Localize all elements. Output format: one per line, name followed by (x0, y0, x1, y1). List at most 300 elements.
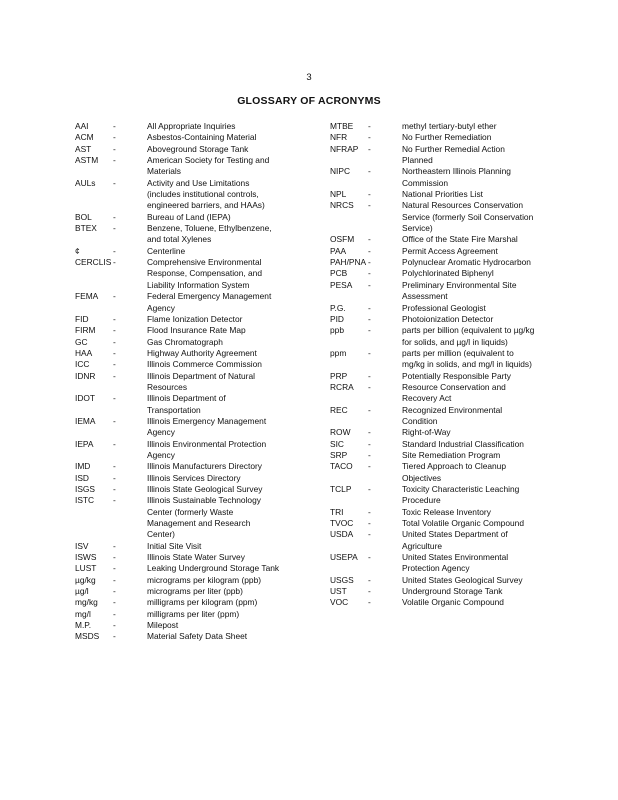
definition-line: Office of the State Fire Marshal (402, 234, 518, 245)
separator-dash: - (113, 359, 116, 370)
glossary-entry (330, 257, 580, 268)
acronym: mg/l (75, 608, 91, 619)
separator-dash: - (368, 552, 371, 563)
glossary-entry (75, 609, 315, 620)
definition-line: Transportation (147, 404, 201, 415)
definition (402, 144, 580, 167)
glossary-entry (330, 325, 580, 348)
separator-dash: - (368, 121, 371, 131)
definition-line: Centerline (147, 245, 186, 256)
acronym: ISV (75, 540, 89, 551)
definition (147, 371, 315, 394)
definition-line: Agency (147, 449, 175, 460)
acronym: USEPA (330, 552, 358, 563)
glossary-entry (330, 246, 580, 257)
glossary-entry (330, 518, 580, 529)
definition-line: micrograms per kilogram (ppb) (147, 574, 262, 585)
definition-line: Benzene, Toluene, Ethylbenzene, (147, 223, 272, 234)
definition (147, 314, 315, 325)
definition-line: Highway Authority Agreement (147, 347, 257, 358)
glossary-entry (330, 450, 580, 461)
definition-line: Planned (402, 155, 433, 166)
definition-line: Photoionization Detector (402, 313, 494, 324)
acronym: VOC (330, 597, 349, 608)
acronym: IEMA (75, 415, 96, 426)
glossary-entry (330, 189, 580, 200)
definition-line: micrograms per liter (ppb) (147, 586, 243, 597)
acronym: TRI (330, 506, 344, 517)
definition (402, 575, 580, 586)
glossary-entry (75, 597, 315, 608)
acronym: AULs (75, 177, 96, 188)
definition (147, 393, 315, 416)
definition (402, 461, 580, 484)
definition-line: Agency (147, 427, 175, 438)
glossary-entry (330, 132, 580, 143)
separator-dash: - (368, 302, 371, 313)
definition-line: Federal Emergency Management (147, 291, 272, 302)
glossary-entry (75, 495, 315, 540)
separator-dash: - (368, 166, 371, 177)
acronym: FEMA (75, 291, 99, 302)
definition (402, 121, 580, 132)
acronym: PID (330, 313, 344, 324)
glossary-entry (330, 507, 580, 518)
definition (147, 575, 315, 586)
glossary-entry (75, 439, 315, 462)
glossary-entry (330, 382, 580, 405)
definition-line: Recovery Act (402, 393, 452, 404)
definition (147, 132, 315, 143)
definition-line: Resources (147, 381, 188, 392)
definition-line: Center) (147, 529, 175, 540)
acronym: LUST (75, 563, 97, 574)
glossary-entry (75, 325, 315, 336)
separator-dash: - (113, 563, 116, 574)
glossary-entry (75, 314, 315, 325)
definition-line: Center (formerly Waste (147, 506, 234, 517)
separator-dash: - (113, 132, 116, 143)
definition-line: Toxic Release Inventory (402, 506, 491, 517)
definition-line: No Further Remedial Action (402, 143, 505, 154)
acronym: REC (330, 404, 348, 415)
separator-dash: - (113, 223, 116, 234)
definition (402, 382, 580, 405)
definition-line: Illinois Environmental Protection (147, 438, 267, 449)
glossary-entry (75, 461, 315, 472)
definition-line: Standard Industrial Classification (402, 438, 524, 449)
definition-line: Objectives (402, 472, 442, 483)
definition-line: Comprehensive Environmental (147, 257, 262, 268)
separator-dash: - (113, 461, 116, 472)
acronym: USGS (330, 574, 354, 585)
definition-line: Resource Conservation and (402, 381, 506, 392)
separator-dash: - (113, 620, 116, 631)
glossary-entry (75, 132, 315, 143)
separator-dash: - (113, 484, 116, 494)
definition (402, 246, 580, 257)
acronym: ROW (330, 427, 351, 438)
glossary-left-column (75, 121, 315, 643)
acronym: NFRAP (330, 143, 359, 154)
definition-line: Total Volatile Organic Compound (402, 518, 524, 529)
definition-line: Recognized Environmental (402, 404, 503, 415)
glossary-entry (330, 427, 580, 438)
separator-dash: - (113, 347, 116, 358)
acronym: NPL (330, 189, 347, 200)
acronym: RCRA (330, 381, 354, 392)
separator-dash: - (113, 608, 116, 619)
definition (402, 314, 580, 325)
definition-line: Agriculture (402, 540, 443, 551)
definition (147, 416, 315, 439)
definition (147, 155, 315, 178)
definition-line: Gas Chromatograph (147, 336, 223, 347)
separator-dash: - (368, 325, 371, 336)
definition-line: Asbestos-Containing Material (147, 132, 257, 143)
separator-dash: - (113, 631, 116, 642)
acronym: ISD (75, 472, 89, 483)
definition-line: Northeastern Illinois Planning (402, 166, 511, 177)
separator-dash: - (113, 438, 116, 449)
acronym: SRP (330, 449, 348, 460)
page-title: GLOSSARY OF ACRONYMS (237, 95, 381, 107)
separator-dash: - (368, 506, 371, 517)
definition-line: Commission (402, 177, 449, 188)
separator-dash: - (368, 597, 371, 608)
definition-line: Aboveground Storage Tank (147, 143, 249, 154)
definition (147, 359, 315, 370)
separator-dash: - (368, 245, 371, 256)
separator-dash: - (368, 461, 371, 472)
definition-line: Site Remediation Program (402, 449, 501, 460)
definition-line: Leaking Underground Storage Tank (147, 563, 280, 574)
definition-line: Illinois State Geological Survey (147, 484, 263, 494)
acronym: NRCS (330, 200, 354, 211)
definition-line: Illinois Emergency Management (147, 415, 267, 426)
acronym: AST (75, 143, 92, 154)
separator-dash: - (113, 586, 116, 597)
separator-dash: - (368, 529, 371, 540)
definition (147, 121, 315, 132)
definition (402, 450, 580, 461)
glossary-entry (330, 303, 580, 314)
definition (147, 257, 315, 291)
definition (147, 473, 315, 484)
definition (402, 518, 580, 529)
glossary-entry (330, 575, 580, 586)
acronym: USDA (330, 529, 354, 540)
definition (402, 189, 580, 200)
definition-line: Bureau of Land (IEPA) (147, 211, 231, 222)
definition-line: United States Department of (402, 529, 508, 540)
acronym: PAA (330, 245, 347, 256)
acronym: ICC (75, 359, 90, 370)
glossary-entry (75, 223, 315, 246)
separator-dash: - (113, 597, 116, 608)
acronym: UST (330, 586, 347, 597)
definition (402, 325, 580, 348)
glossary-entry (330, 121, 580, 132)
glossary-entry (75, 552, 315, 563)
glossary-entry (75, 484, 315, 495)
separator-dash: - (368, 370, 371, 381)
separator-dash: - (113, 143, 116, 154)
acronym: AAI (75, 121, 89, 131)
glossary-entry (330, 200, 580, 234)
definition (402, 484, 580, 507)
acronym: ppm (330, 347, 347, 358)
definition (402, 132, 580, 143)
definition-line: milligrams per kilogram (ppm) (147, 597, 258, 608)
definition (402, 529, 580, 552)
glossary-entry (75, 144, 315, 155)
separator-dash: - (368, 143, 371, 154)
glossary-right-column (330, 121, 580, 609)
acronym: ASTM (75, 155, 99, 166)
separator-dash: - (368, 189, 371, 200)
definition-line: Service) (402, 223, 433, 234)
acronym: PCB (330, 268, 348, 279)
definition (402, 280, 580, 303)
separator-dash: - (113, 211, 116, 222)
definition-line: Protection Agency (402, 563, 470, 574)
separator-dash: - (368, 313, 371, 324)
definition (402, 586, 580, 597)
definition (402, 597, 580, 608)
acronym: FIRM (75, 325, 96, 336)
definition-line: Professional Geologist (402, 302, 486, 313)
glossary-entry (75, 575, 315, 586)
separator-dash: - (113, 495, 116, 506)
glossary-entry (75, 348, 315, 359)
separator-dash: - (113, 574, 116, 585)
acronym: FID (75, 313, 89, 324)
definition-line: Illinois State Water Survey (147, 552, 245, 563)
acronym: ISWS (75, 552, 97, 563)
acronym: mg/kg (75, 597, 98, 608)
definition (147, 144, 315, 155)
glossary-entry (75, 178, 315, 212)
separator-dash: - (113, 540, 116, 551)
glossary-entry (330, 144, 580, 167)
definition (402, 268, 580, 279)
definition (402, 200, 580, 234)
separator-dash: - (113, 121, 116, 131)
acronym: ¢ (75, 245, 80, 256)
acronym: MSDS (75, 631, 100, 642)
separator-dash: - (113, 291, 116, 302)
acronym: IDOT (75, 393, 96, 404)
definition (402, 234, 580, 245)
acronym: BOL (75, 211, 92, 222)
definition (147, 212, 315, 223)
definition-line: Underground Storage Tank (402, 586, 503, 597)
definition-line: No Further Remediation (402, 132, 492, 143)
definition-line: American Society for Testing and (147, 155, 270, 166)
separator-dash: - (368, 404, 371, 415)
acronym: BTEX (75, 223, 97, 234)
definition-line: Right-of-Way (402, 427, 451, 438)
definition-line: and total Xylenes (147, 234, 212, 245)
definition-line: Permit Access Agreement (402, 245, 498, 256)
definition-line: Illinois Department of (147, 393, 226, 404)
glossary-entry (330, 597, 580, 608)
acronym: TACO (330, 461, 353, 472)
definition-line: parts per million (equivalent to (402, 347, 514, 358)
definition-line: Flame Ionization Detector (147, 313, 243, 324)
definition-line: Illinois Department of Natural (147, 370, 255, 381)
definition-line: Agency (147, 302, 175, 313)
definition-line: Natural Resources Conservation (402, 200, 524, 211)
acronym: IMD (75, 461, 91, 472)
separator-dash: - (368, 449, 371, 460)
definition (147, 348, 315, 359)
separator-dash: - (113, 415, 116, 426)
definition (147, 291, 315, 314)
definition-line: Response, Compensation, and (147, 268, 262, 279)
definition (402, 507, 580, 518)
definition (147, 552, 315, 563)
acronym: PAH/PNA (330, 257, 367, 268)
glossary-entry (75, 359, 315, 370)
definition-line: Potentially Responsible Party (402, 370, 511, 381)
definition (402, 166, 580, 189)
glossary-entry (330, 586, 580, 597)
acronym: PESA (330, 279, 353, 290)
separator-dash: - (113, 472, 116, 483)
glossary-entry (330, 348, 580, 371)
definition-line: parts per billion (equivalent to µg/kg (402, 325, 535, 336)
definition (402, 405, 580, 428)
definition-line: Milepost (147, 620, 179, 631)
definition (402, 427, 580, 438)
definition-line: Activity and Use Limitations (147, 177, 250, 188)
glossary-entry (75, 337, 315, 348)
definition (147, 439, 315, 462)
acronym: IDNR (75, 370, 96, 381)
definition-line: Illinois Commerce Commission (147, 359, 262, 370)
definition-line: Illinois Services Directory (147, 472, 241, 483)
definition (147, 178, 315, 212)
glossary-entry (75, 631, 315, 642)
acronym: µg/l (75, 586, 89, 597)
definition-line: Flood Insurance Rate Map (147, 325, 246, 336)
acronym: TVOC (330, 518, 354, 529)
separator-dash: - (368, 132, 371, 143)
separator-dash: - (368, 518, 371, 529)
definition (402, 348, 580, 371)
definition-line: Condition (402, 415, 438, 426)
definition-line: United States Geological Survey (402, 574, 523, 585)
glossary-entry (75, 155, 315, 178)
definition-line: Management and Research (147, 518, 251, 529)
separator-dash: - (368, 438, 371, 449)
separator-dash: - (368, 381, 371, 392)
glossary-entry (330, 268, 580, 279)
definition (402, 257, 580, 268)
definition-line: Toxicity Characteristic Leaching (402, 484, 520, 494)
definition-line: Material Safety Data Sheet (147, 631, 248, 642)
acronym: MTBE (330, 121, 354, 131)
definition-line: Assessment (402, 291, 448, 302)
glossary-entry (75, 257, 315, 291)
definition-line: Illinois Manufacturers Directory (147, 461, 262, 472)
glossary-entry (330, 166, 580, 189)
definition (147, 461, 315, 472)
definition-line: methyl tertiary-butyl ether (402, 121, 497, 131)
separator-dash: - (113, 393, 116, 404)
acronym: HAA (75, 347, 93, 358)
separator-dash: - (368, 234, 371, 245)
definition (147, 620, 315, 631)
separator-dash: - (368, 268, 371, 279)
separator-dash: - (113, 177, 116, 188)
acronym: ACM (75, 132, 94, 143)
glossary-entry (75, 416, 315, 439)
acronym: ISGS (75, 484, 96, 494)
definition (147, 631, 315, 642)
glossary-entry (75, 212, 315, 223)
acronym: µg/kg (75, 574, 96, 585)
definition (402, 303, 580, 314)
definition (147, 325, 315, 336)
definition (147, 541, 315, 552)
acronym: PRP (330, 370, 348, 381)
definition-line: milligrams per liter (ppm) (147, 608, 240, 619)
glossary-entry (330, 552, 580, 575)
separator-dash: - (368, 427, 371, 438)
glossary-entry (330, 371, 580, 382)
glossary-entry (330, 280, 580, 303)
glossary-entry (75, 541, 315, 552)
definition-line: Initial Site Visit (147, 540, 202, 551)
acronym: M.P. (75, 620, 92, 631)
acronym: IEPA (75, 438, 94, 449)
glossary-entry (75, 246, 315, 257)
separator-dash: - (113, 325, 116, 336)
definition-line: (includes institutional controls, (147, 189, 259, 200)
definition-line: Polychlorinated Biphenyl (402, 268, 494, 279)
definition (147, 495, 315, 540)
glossary-entry (75, 586, 315, 597)
separator-dash: - (113, 552, 116, 563)
glossary-entry (330, 529, 580, 552)
acronym: ISTC (75, 495, 95, 506)
glossary-entry (330, 314, 580, 325)
definition-line: National Priorities List (402, 189, 483, 200)
definition (147, 563, 315, 574)
glossary-entry (330, 484, 580, 507)
glossary-entry (330, 234, 580, 245)
definition-line: Procedure (402, 495, 441, 506)
acronym: NFR (330, 132, 348, 143)
glossary-entry (330, 461, 580, 484)
definition-line: Liability Information System (147, 279, 250, 290)
glossary-entry (75, 121, 315, 132)
glossary-entry (75, 473, 315, 484)
definition-line: for solids, and µg/l in liquids) (402, 336, 508, 347)
definition (147, 223, 315, 246)
definition-line: Illinois Sustainable Technology (147, 495, 261, 506)
glossary-entry (75, 393, 315, 416)
separator-dash: - (113, 313, 116, 324)
separator-dash: - (368, 586, 371, 597)
separator-dash: - (368, 200, 371, 211)
acronym: NIPC (330, 166, 351, 177)
definition-line: All Appropriate Inquiries (147, 121, 236, 131)
acronym: CERCLIS (75, 257, 112, 268)
